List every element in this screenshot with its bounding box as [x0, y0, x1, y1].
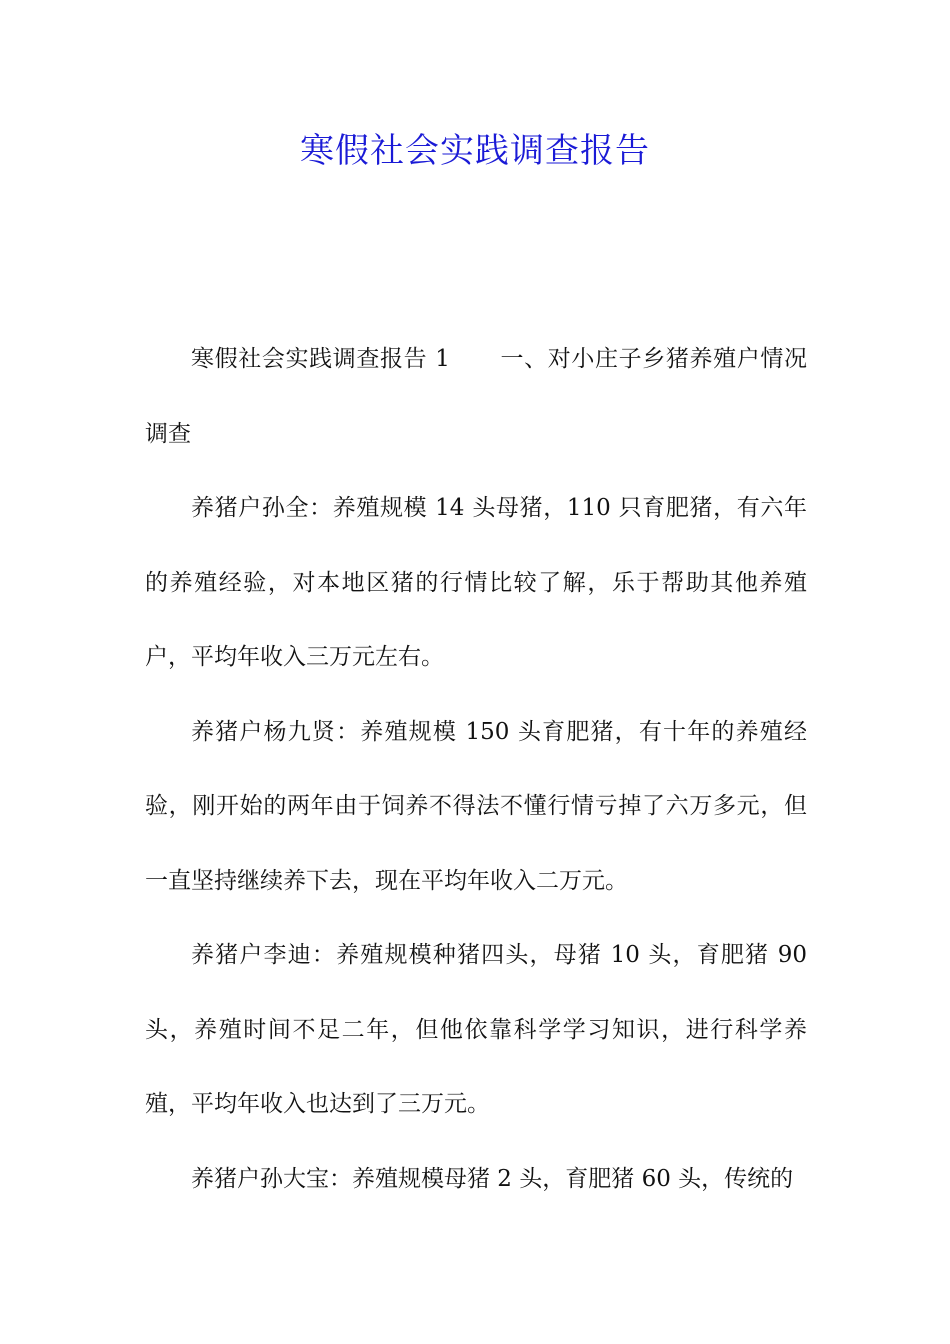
paragraph-li-di: 养猪户李迪：养殖规模种猪四头，母猪 10 头，育肥猪 90 头，养殖时间不足二年，但他依靠科学学习知识，进行科学养殖，平均年收入也达到了三万元。: [145, 942, 807, 1117]
paragraph-sun-quan: 养猪户孙全：养殖规模 14 头母猪，110 只育肥猪，有六年的养殖经验，对本地区猪的行情比较了解，乐于帮助其他养殖户，平均年收入三万元左右。: [145, 495, 807, 670]
document-body: [145, 322, 807, 1216]
paragraph-yang-jiuxian: 养猪户杨九贤：养殖规模 150 头育肥猪，有十年的养殖经验，刚开始的两年由于饲养不得法不懂行情亏掉了六万多元，但一直坚持继续养下去，现在平均年收入二万元。: [145, 718, 807, 894]
section-heading: 一、对小庄子乡猪养殖户情况调查: [145, 346, 807, 447]
section-heading-paragraph: [145, 322, 807, 471]
document-title: 寒假社会实践调查报告: [300, 131, 650, 171]
paragraph-sun-dabao: 养猪户孙大宝：养殖规模母猪 2 头，育肥猪 60 头，传统的: [191, 1165, 794, 1192]
report-heading: 寒假社会实践调查报告 1: [191, 346, 450, 372]
